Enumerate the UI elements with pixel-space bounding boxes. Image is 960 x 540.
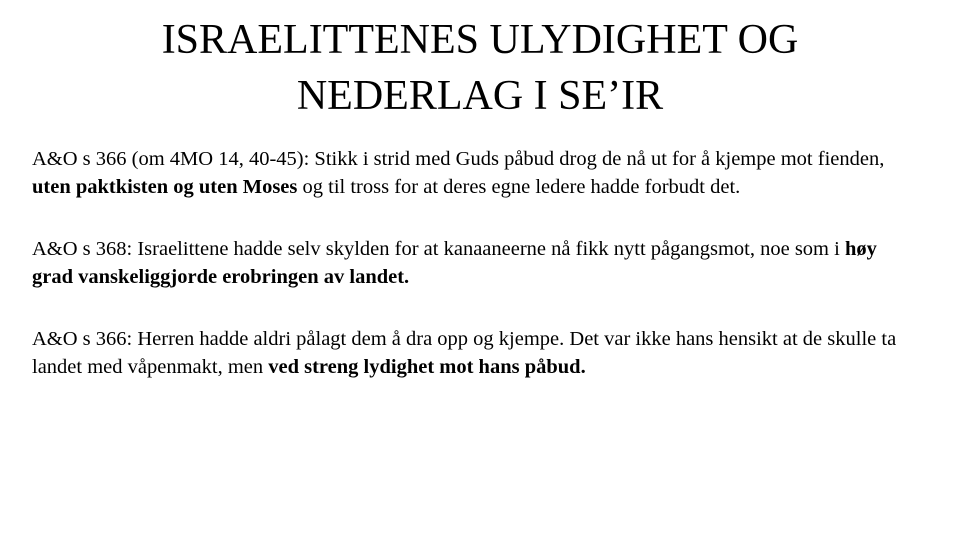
paragraph-text: og til tross for at deres egne ledere hadde forbudt det. [297, 176, 741, 198]
paragraph-emphasis: høy grad vanskeliggjorde erobringen av landet. [32, 238, 877, 288]
paragraph-1 [32, 145, 922, 201]
slide-title-line-2: NEDERLAG I SE’IR [296, 73, 664, 119]
paragraph-emphasis: ved streng lydighet mot hans påbud. [268, 356, 586, 378]
slide-title-line-1: ISRAELITTENES ULYDIGHET OG [161, 17, 799, 63]
slide-body [32, 145, 922, 381]
paragraph-emphasis: uten paktkisten og uten Moses [32, 176, 298, 198]
paragraph-text: A&O s 366: Herren hadde aldri pålagt dem å dra opp og kjempe. Det var ikke hans hensikt at de skulle ta landet med våpenmakt, men [32, 328, 897, 378]
paragraph-text: A&O s 368: Israelittene hadde selv skylden for at kanaaneerne nå fikk nytt pågangsmot, noe som i [32, 238, 845, 260]
paragraph-3 [32, 325, 922, 381]
slide-title [80, 12, 880, 124]
paragraph-text: A&O s 366 (om 4MO 14, 40-45): Stikk i strid med Guds påbud drog de nå ut for å kjempe mot fienden, [32, 148, 885, 170]
paragraph-2 [32, 235, 922, 291]
